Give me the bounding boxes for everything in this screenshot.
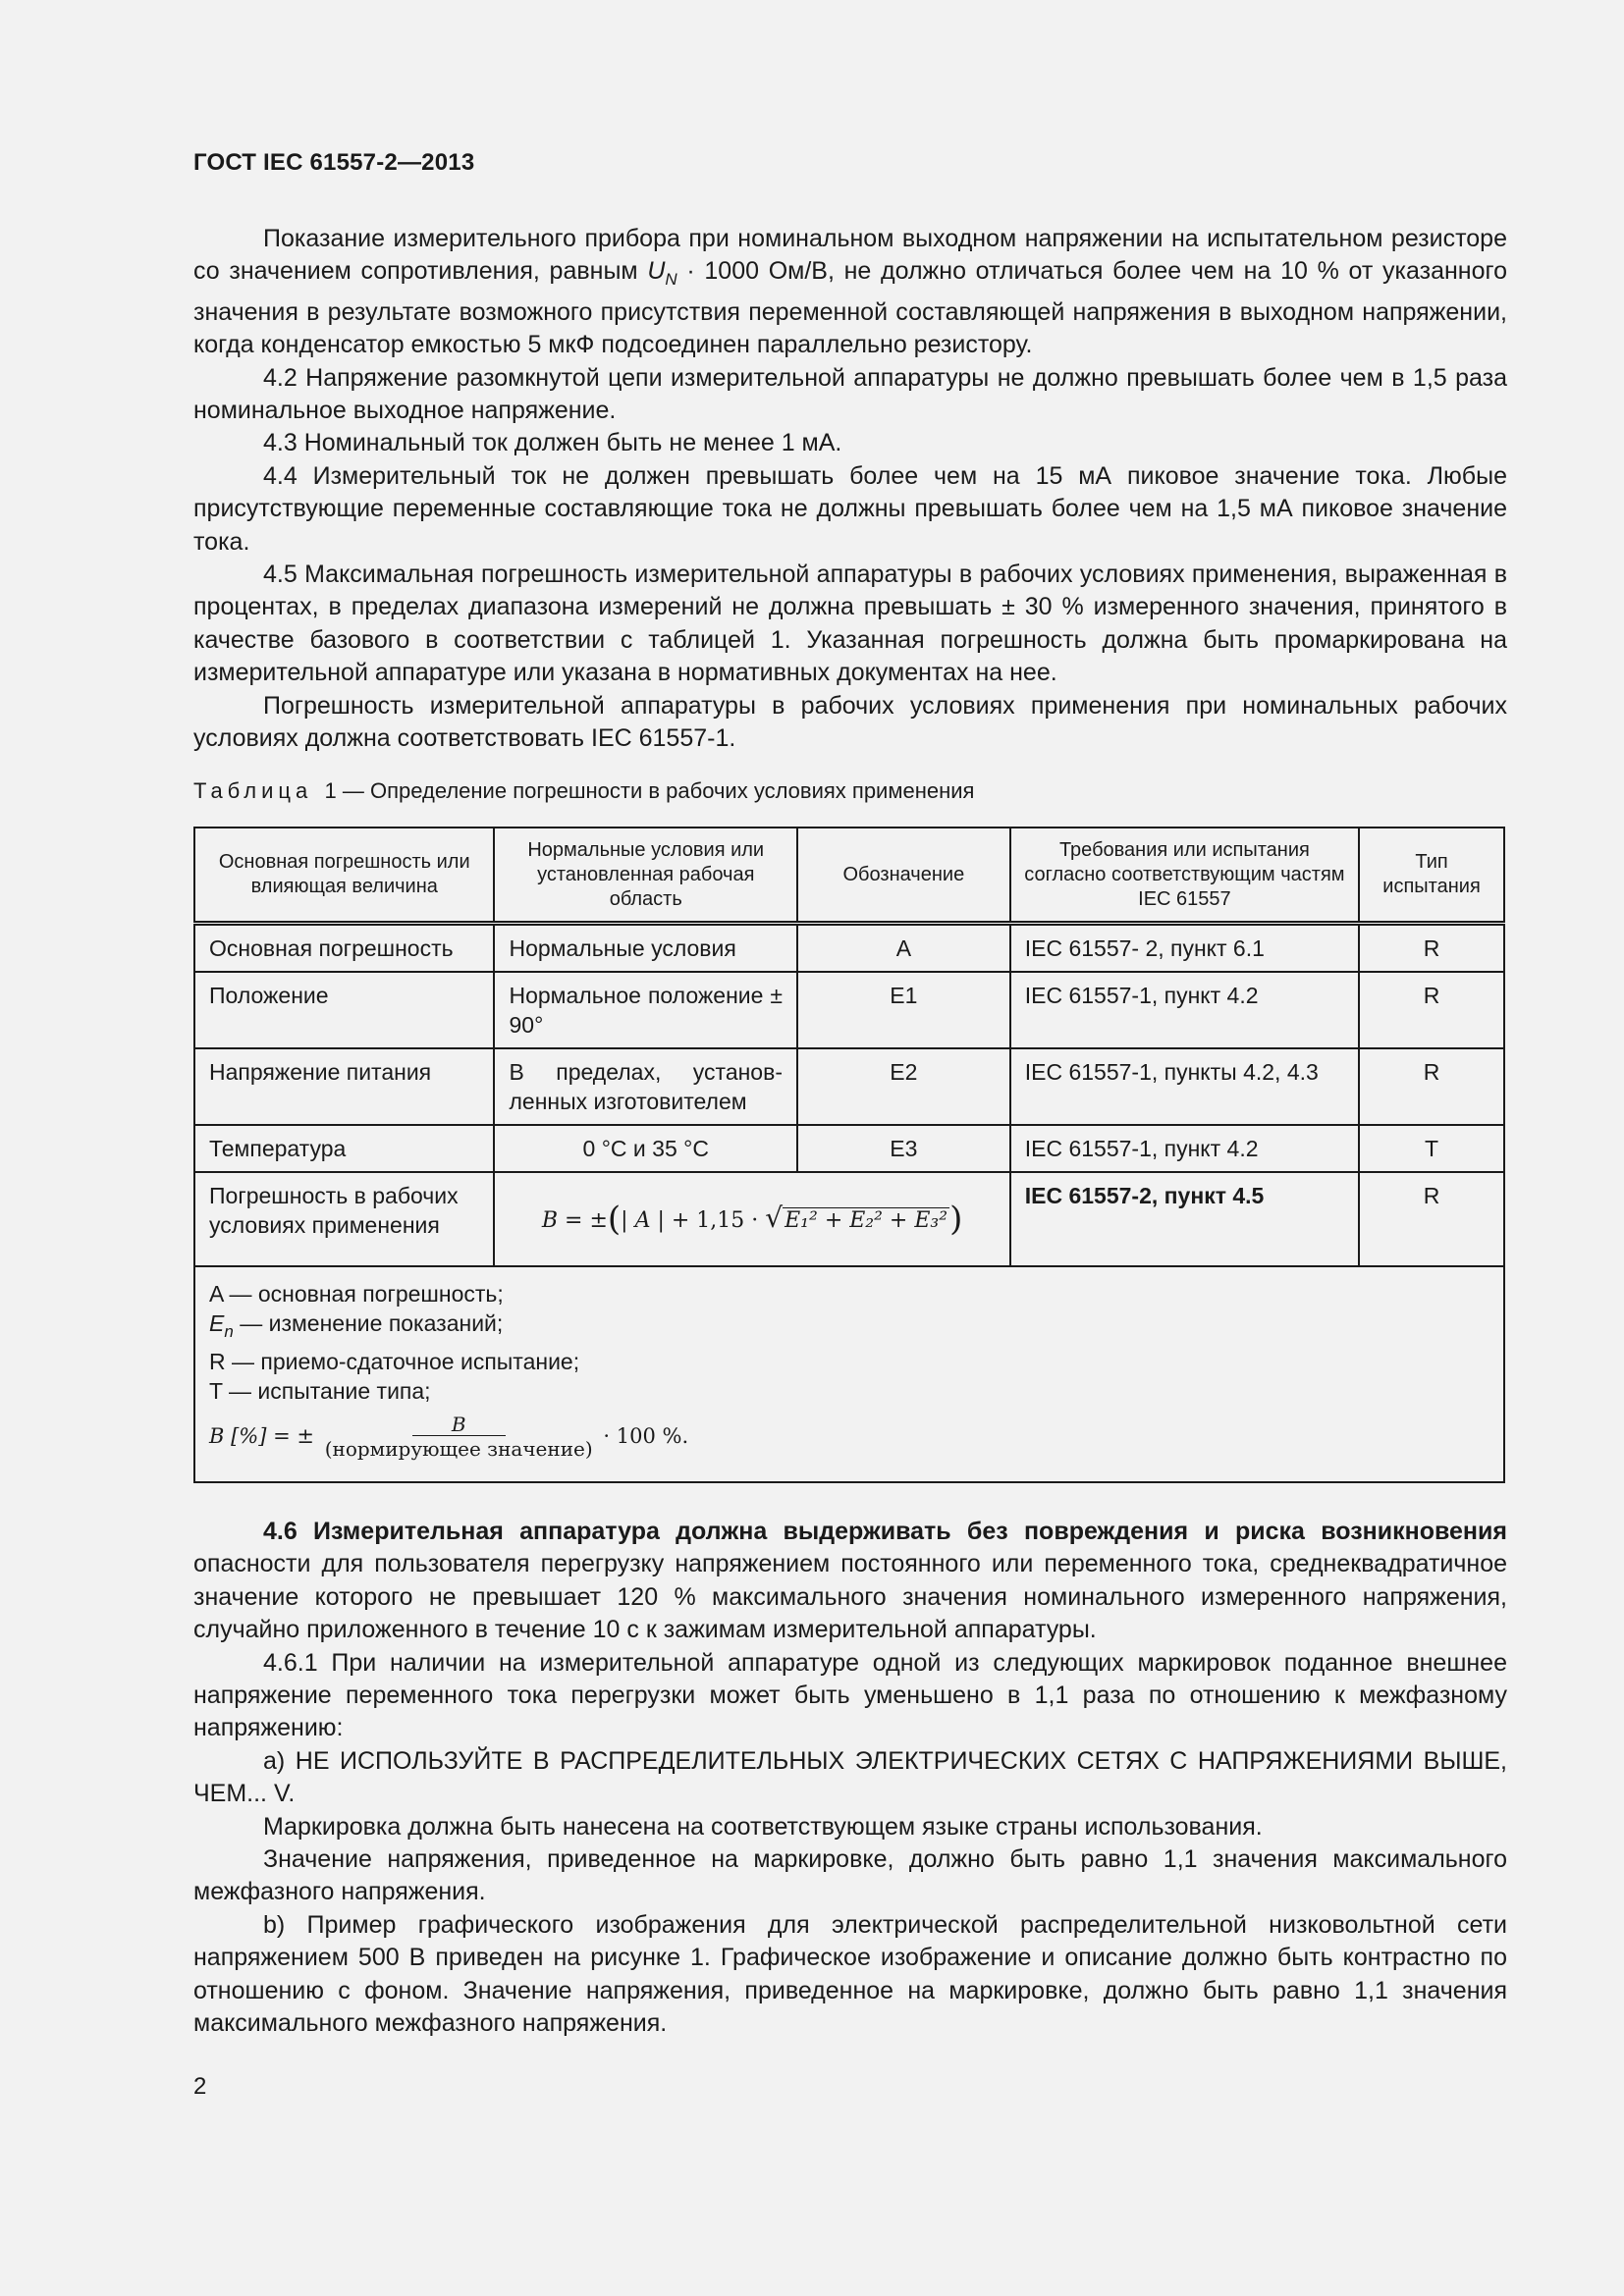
paragraph: 4.4 Измерительный ток не должен превышать более чем на 15 мА пиковое значение тока. Любые присутствующие переменные составляющие тока не должны превышать более чем на 1,5 мА пиковое значение тока.	[193, 461, 1507, 556]
cell-quantity: Положение	[194, 972, 494, 1048]
table-row	[194, 1048, 1504, 1125]
column-header: Основная погрешность или влияющая величина	[194, 828, 494, 924]
cell-quantity: Погрешность в рабочих условиях применения	[194, 1172, 494, 1266]
fraction-numerator: B	[412, 1414, 506, 1436]
page-number: 2	[193, 2073, 207, 2100]
paragraph: 4.2 Напряжение разомкнутой цепи измерительной аппаратуры не должно превышать более чем в 1,5 раза номинальное выходное напряжение.	[193, 363, 1507, 425]
error-formula: B = ±(| A | + 1,15 · √E₁² + E₂² + E₃²)	[494, 1172, 1009, 1266]
voltage-symbol: U	[647, 257, 666, 286]
paragraph-text: · 1000 Ом/В, не должно отличаться более чем на 10 % от указанного значения в результате возможного присутствия переменной составляющей напряжения в выходном напряжении, когда конденсатор емкостью 5 мкФ подсоединен параллельно резистору.	[193, 257, 1507, 359]
top-text-block	[193, 223, 1507, 756]
paragraph: Значение напряжения, приведенное на маркировке, должно быть равно 1,1 значения максимального межфазного напряжения.	[193, 1845, 1507, 1906]
table-caption-text: — Определение погрешности в рабочих условиях применения	[336, 778, 975, 803]
paragraph: Маркировка должна быть нанесена на соответствующем языке страны использования.	[263, 1812, 1263, 1841]
percent-formula-lhs: B [%] = ±	[209, 1424, 314, 1448]
cell-designation: E1	[797, 972, 1010, 1048]
cell-requirements: IEC 61557-2, пункт 4.5	[1010, 1172, 1359, 1266]
formula-abs-a: | A |	[621, 1207, 665, 1233]
note-subscript: n	[224, 1322, 234, 1341]
note-line	[209, 1308, 1489, 1347]
table-notes	[194, 1266, 1504, 1482]
note-symbol: E	[209, 1310, 225, 1336]
cell-designation: E2	[797, 1048, 1010, 1125]
table-row	[194, 924, 1504, 973]
voltage-subscript: N	[665, 270, 677, 290]
note-line: A — основная погрешность;	[209, 1281, 504, 1307]
table-notes-row	[194, 1266, 1504, 1482]
cell-conditions: В пределах, установленных изготовителем	[494, 1048, 797, 1125]
table-row	[194, 1172, 1504, 1266]
cell-requirements: IEC 61557-1, пункты 4.2, 4.3	[1010, 1048, 1359, 1125]
table-header-row	[194, 828, 1504, 924]
section-heading-4-6: 4.6 Измерительная аппаратура должна выдерживать без повреждения и риска возникновения	[263, 1518, 1507, 1545]
paragraph-text: Показание измерительного прибора при номинальном выходном напряжении на испытательном резисторе со значением сопротивления, равным	[193, 225, 1507, 286]
cell-requirements: IEC 61557- 2, пункт 6.1	[1010, 924, 1359, 973]
percent-formula-fraction	[325, 1414, 593, 1462]
formula-radicand: E₁² + E₂² + E₃²	[785, 1207, 948, 1233]
paragraph: a) НЕ ИСПОЛЬЗУЙТЕ В РАСПРЕДЕЛИТЕЛЬНЫХ ЭЛЕКТРИЧЕСКИХ СЕТЯХ С НАПРЯЖЕНИЯМИ ВЫШЕ, ЧЕМ... V.	[193, 1746, 1507, 1808]
paragraph: 4.6.1 При наличии на измерительной аппаратуре одной из следующих маркировок поданное внешнее напряжение переменного тока перегрузки может быть уменьшено в 1,1 раза по отношению к межфазному напряжению:	[193, 1648, 1507, 1742]
table-caption-label: Таблица	[193, 778, 313, 803]
table-row	[194, 1125, 1504, 1172]
column-header: Требования или испытания согласно соответствующим частям IEC 61557	[1010, 828, 1359, 924]
cell-conditions: 0 °C и 35 °C	[494, 1125, 797, 1172]
paragraph: 4.3 Номинальный ток должен быть не менее 1 мА.	[263, 429, 842, 457]
percent-formula-rhs: · 100 %.	[603, 1424, 689, 1448]
paragraph	[193, 223, 1507, 362]
cell-test-type: R	[1359, 1048, 1504, 1125]
note-line: T — испытание типа;	[209, 1378, 431, 1404]
cell-designation: A	[797, 924, 1010, 973]
fraction-denominator: (нормирующее значение)	[324, 1437, 593, 1461]
error-table	[193, 827, 1505, 1483]
cell-quantity: Основная погрешность	[194, 924, 494, 973]
cell-test-type: T	[1359, 1125, 1504, 1172]
column-header: Тип испытания	[1359, 828, 1504, 924]
cell-conditions: Нормальное положение ± 90°	[494, 972, 797, 1048]
paragraph-text: опасности для пользователя перегрузку напряжением постоянного или переменного тока, среднеквадратичное значение которого не превышает 120 % максимального значения номинального измеренного напряжения, случайно приложенного в течение 10 с к зажимам измерительной аппаратуры.	[193, 1550, 1507, 1644]
cell-requirements: IEC 61557-1, пункт 4.2	[1010, 972, 1359, 1048]
cell-designation: E3	[797, 1125, 1010, 1172]
bottom-text-block	[193, 1516, 1507, 2041]
cell-test-type: R	[1359, 972, 1504, 1048]
paragraph	[193, 1516, 1507, 1647]
paragraph: b) Пример графического изображения для электрической распределительной низковольтной сети напряжением 500 В приведен на рисунке 1. Графическое изображение и описание должно быть контрастно по отношению с фоном. Значение напряжения, приведенное на маркировке, должно быть равно 1,1 значения максимального межфазного напряжения.	[193, 1910, 1507, 2038]
cell-quantity: Напряжение питания	[194, 1048, 494, 1125]
cell-test-type: R	[1359, 1172, 1504, 1266]
paragraph: 4.5 Максимальная погрешность измерительной аппаратуры в рабочих условиях применения, выраженная в процентах, в пределах диапазона измерений не должна превышать ± 30 % измеренного значения, принятого в качестве базового в соответствии с таблицей 1. Указанная погрешность должна быть промаркирована на измерительной аппаратуре или указана в нормативных документах на нее.	[193, 561, 1507, 687]
percent-formula	[209, 1414, 1489, 1462]
table-caption-number: 1	[324, 778, 337, 803]
note-line: R — приемо-сдаточное испытание;	[209, 1349, 580, 1374]
column-header: Нормальные условия или установленная рабочая область	[494, 828, 797, 924]
formula-lhs: B = ±	[541, 1207, 608, 1233]
document-header: ГОСТ IEC 61557-2—2013	[193, 149, 475, 176]
table-row	[194, 972, 1504, 1048]
cell-test-type: R	[1359, 924, 1504, 973]
cell-conditions: Нормальные условия	[494, 924, 797, 973]
cell-requirements: IEC 61557-1, пункт 4.2	[1010, 1125, 1359, 1172]
formula-coef: + 1,15 ·	[671, 1207, 759, 1233]
column-header: Обозначение	[797, 828, 1010, 924]
cell-quantity: Температура	[194, 1125, 494, 1172]
table-caption	[193, 778, 974, 804]
paragraph: Погрешность измерительной аппаратуры в рабочих условиях применения при номинальных рабочих условиях должна соответствовать IEC 61557-1.	[193, 691, 1507, 753]
note-text: — изменение показаний;	[233, 1310, 504, 1336]
